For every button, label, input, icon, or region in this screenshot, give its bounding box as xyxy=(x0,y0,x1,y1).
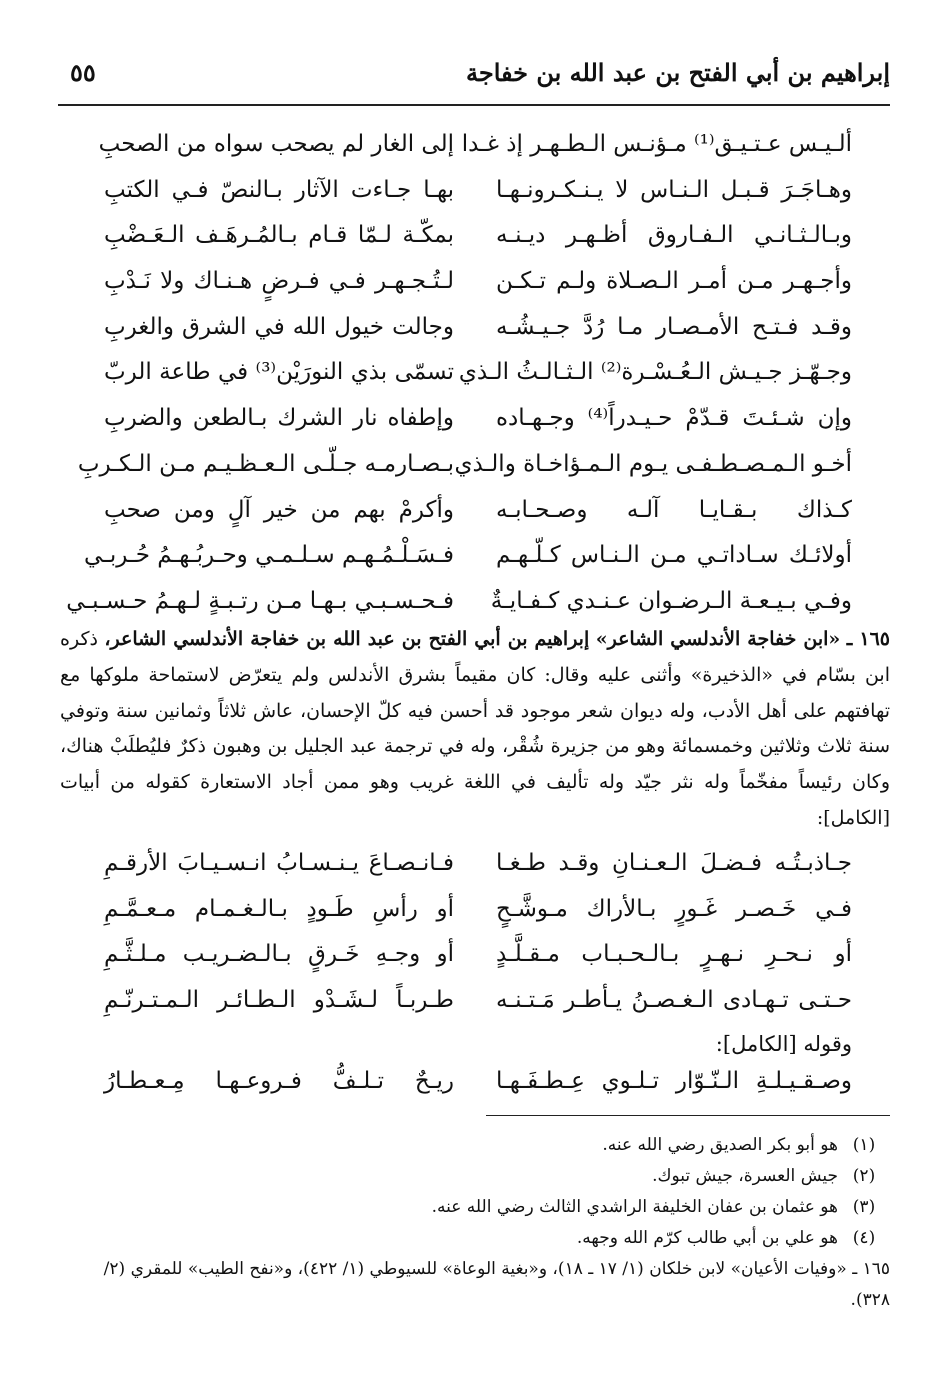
first-hemistich: أخـو الـمـصـطـفـى يـوم الـمـؤاخـاة والـذي xyxy=(454,450,852,477)
entry-body: ذكره ابن بسّام في «الذخيرة» وأثنى عليه وقال: كان مقيماً بشرق الأندلس ولم يتعرّض لاستماحة ملوكها مع تهافتهم على أهل الأدب، وله ديوان شعر موجود قد أحسن فيه كلّ الإحسان، عاش ثلاثاً وثمانين سنة وتوفي سنة ثلاث وثلاثين وخمسمائة وهو من جزيرة شُقْر، وله في ترجمة عبد الجليل بن وهبون ذكرٌ فليُطلَبْ هناك، وكان رئيساً مفخّماً وله نثر جيّد وله تأليف في اللغة غريب وهو ممن أجاد الاستعارة كقوله من أبيات [الكامل]: xyxy=(60,628,890,829)
second-hemistich: أو وجـهِ خَـرقٍ بـالـضـريـب مـلـثَّـمِ xyxy=(104,941,454,968)
verse-line xyxy=(0,978,948,1024)
verse-line xyxy=(0,350,948,396)
first-hemistich: كـذاك بـقـايـا آلـه وصـحـابـه xyxy=(496,496,852,523)
footnote-text: هو أبو بكر الصديق رضي الله عنه. xyxy=(602,1135,838,1155)
biography-entry xyxy=(60,622,890,837)
verse-line xyxy=(0,1059,948,1105)
first-hemistich: أولائـك سـاداتـي مـن الـنـاس كـلّـهـم xyxy=(496,542,852,569)
footnote-number: (٣) xyxy=(852,1197,876,1217)
first-hemistich: وجـهّـز جـيـش الـعُـسْـرة⁽²⁾ الـثـالـثُ الـذي xyxy=(458,359,852,386)
verse-line xyxy=(0,488,948,534)
first-hemistich: حـتـى تـهـادى الـغـصـنُ يـأطـر مَـتـنـه xyxy=(496,987,852,1014)
footnote-text: هو علي بن أبي طالب كرّم الله وجهه. xyxy=(576,1228,838,1248)
footnote xyxy=(60,1161,890,1192)
first-hemistich: جـاذبـتُـه فـضـلَ الـعـنـانِ وقـد طـغـا xyxy=(496,850,852,876)
first-hemistich: وصـقـيـلـةِ الـنّـوّار تـلـوي عِـطـفَـهـا xyxy=(496,1068,852,1094)
first-hemistich: وقـد فـتـح الأمـصـار مـا رُدَّ جـيـشُـه xyxy=(496,313,852,340)
sources-text: «وفيات الأعيان» لابن خلكان (١/ ١٧ ـ ١٨)، و«بغية الوعاة» للسيوطي (١/ ٤٢٢)، و«نفح الطيب» للمقري (٢/ ٣٢٨). xyxy=(103,1259,890,1310)
poem-first xyxy=(0,122,948,625)
sources-number: ١٦٥ ـ xyxy=(852,1259,890,1279)
first-hemistich: وفـي بـيـعـة الـرضـوان عـنـدي كـفـايـةٌ xyxy=(490,587,852,614)
second-hemistich: وأكرمْ بهم من خير آلٍ ومن صحبِ xyxy=(104,496,454,523)
entry-title: «ابن خفاجة الأندلسي الشاعر» xyxy=(595,628,841,650)
page-number: ٥٥ xyxy=(70,58,96,87)
verse-line xyxy=(0,259,948,305)
footnote-text: هو عثمان بن عفان الخليفة الراشدي الثالث رضي الله عنه. xyxy=(431,1197,838,1217)
second-hemistich: ريـحٌ تـلـفُّ فـروعـهـا مِـعـطـارُ xyxy=(104,1068,454,1094)
verse-line xyxy=(0,122,948,168)
second-hemistich: لـتُـجـهـر فـي فـرضٍ هـنـاك ولا نَـدْبِ xyxy=(104,268,454,295)
footnote xyxy=(60,1130,890,1161)
entry-full-name: إبراهيم بن أبي الفتح بن عبد الله بن خفاجة الأندلسي الشاعر، xyxy=(104,628,590,650)
verse-line xyxy=(0,442,948,488)
first-hemistich: وهـاجَـرَ قـبـل الـنـاس لا يـنـكـرونـهـا xyxy=(496,176,852,203)
verse-line xyxy=(0,213,948,259)
first-hemistich: فـي خَـصـر غَـورٍ بـالأراك مـوشَّـحٍ xyxy=(496,895,852,922)
second-hemistich: بهـا جـاءت الآثار بـالنصّ فـي الكتبِ xyxy=(104,176,454,203)
second-hemistich: بمكّـة لـمّا قـام بـالمُـرهَـف الـعَـضْبِ xyxy=(104,222,454,249)
footnote xyxy=(60,1223,890,1254)
first-hemistich: ألـيـس عـتـيـق⁽¹⁾ مـؤنـس الـطـهـر إذ غـدا xyxy=(461,131,852,157)
second-hemistich: فـحـسـبـي بـهـا مـن رتـبـةٍ لـهـمُ حـسـبـي xyxy=(66,587,454,614)
second-hemistich: فـانـصـاعَ يـنـسـابُ انـسـيـابَ الأرقـمِ xyxy=(104,850,454,876)
second-hemistich: وجالت خيول الله في الشرق والغربِ xyxy=(104,313,454,340)
poem-third xyxy=(0,1059,948,1105)
entry-number: ١٦٥ ـ xyxy=(846,628,890,650)
first-hemistich: أو نـحـرِ نـهـرٍ بـالـحـبـاب مـقـلَّـدٍ xyxy=(496,941,852,968)
first-hemistich: وبـالـثـانـي الـفـاروق أظـهـر ديـنـه xyxy=(496,222,852,249)
footnote xyxy=(60,1192,890,1223)
verse-line xyxy=(0,168,948,214)
second-poem-intro: وقوله [الكامل]: xyxy=(715,1032,852,1056)
verse-line xyxy=(0,533,948,579)
footnote-number: (٢) xyxy=(852,1166,876,1186)
footnote-number: (٤) xyxy=(852,1228,876,1248)
footnote-number: (١) xyxy=(852,1135,876,1155)
footnote-divider xyxy=(486,1115,890,1116)
verse-line xyxy=(0,305,948,351)
header-divider xyxy=(58,104,890,106)
poem-second xyxy=(0,841,948,1024)
verse-line xyxy=(0,932,948,978)
entry-sources xyxy=(60,1254,890,1316)
footnote-text: جيش العسرة، جيش تبوك. xyxy=(652,1166,838,1186)
verse-line xyxy=(0,887,948,933)
verse-line xyxy=(0,841,948,887)
second-hemistich: فـسَـلْـمُـهـم سـلـمـي وحـربُـهـمُ حُـربـي xyxy=(83,542,454,569)
second-hemistich: بـصـارمـه جـلّـى الـعـظـيـم مـن الـكـربِ xyxy=(77,450,454,477)
second-hemistich: وإطفاه نار الشرك بـالطعن والضربِ xyxy=(104,405,454,432)
second-hemistich: إلى الغار لم يصحب سواه من الصحبِ xyxy=(98,131,454,157)
running-header-title: إبراهيم بن أبي الفتح بن عبد الله بن خفاجة xyxy=(466,58,890,87)
footnotes xyxy=(60,1130,890,1316)
second-hemistich: أو رأسِ طَـودٍ بـالـغـمـام مـعـمَّـمِ xyxy=(104,895,454,922)
second-hemistich: طـربـاً لـشَـدْو الـطـائـر الـمـتـرنّـمِ xyxy=(104,987,454,1014)
first-hemistich: وإن شـئـتَ قـدّمْ حـيـدراً⁽⁴⁾ وجـهـاده xyxy=(496,405,852,432)
verse-line xyxy=(0,579,948,625)
second-hemistich: تسمّى بذي النورَيْن⁽³⁾ في طاعة الربّ xyxy=(104,359,455,386)
verse-line xyxy=(0,396,948,442)
first-hemistich: وأجـهـر مـن أمـر الـصـلاة ولـم تـكـن xyxy=(496,268,852,295)
